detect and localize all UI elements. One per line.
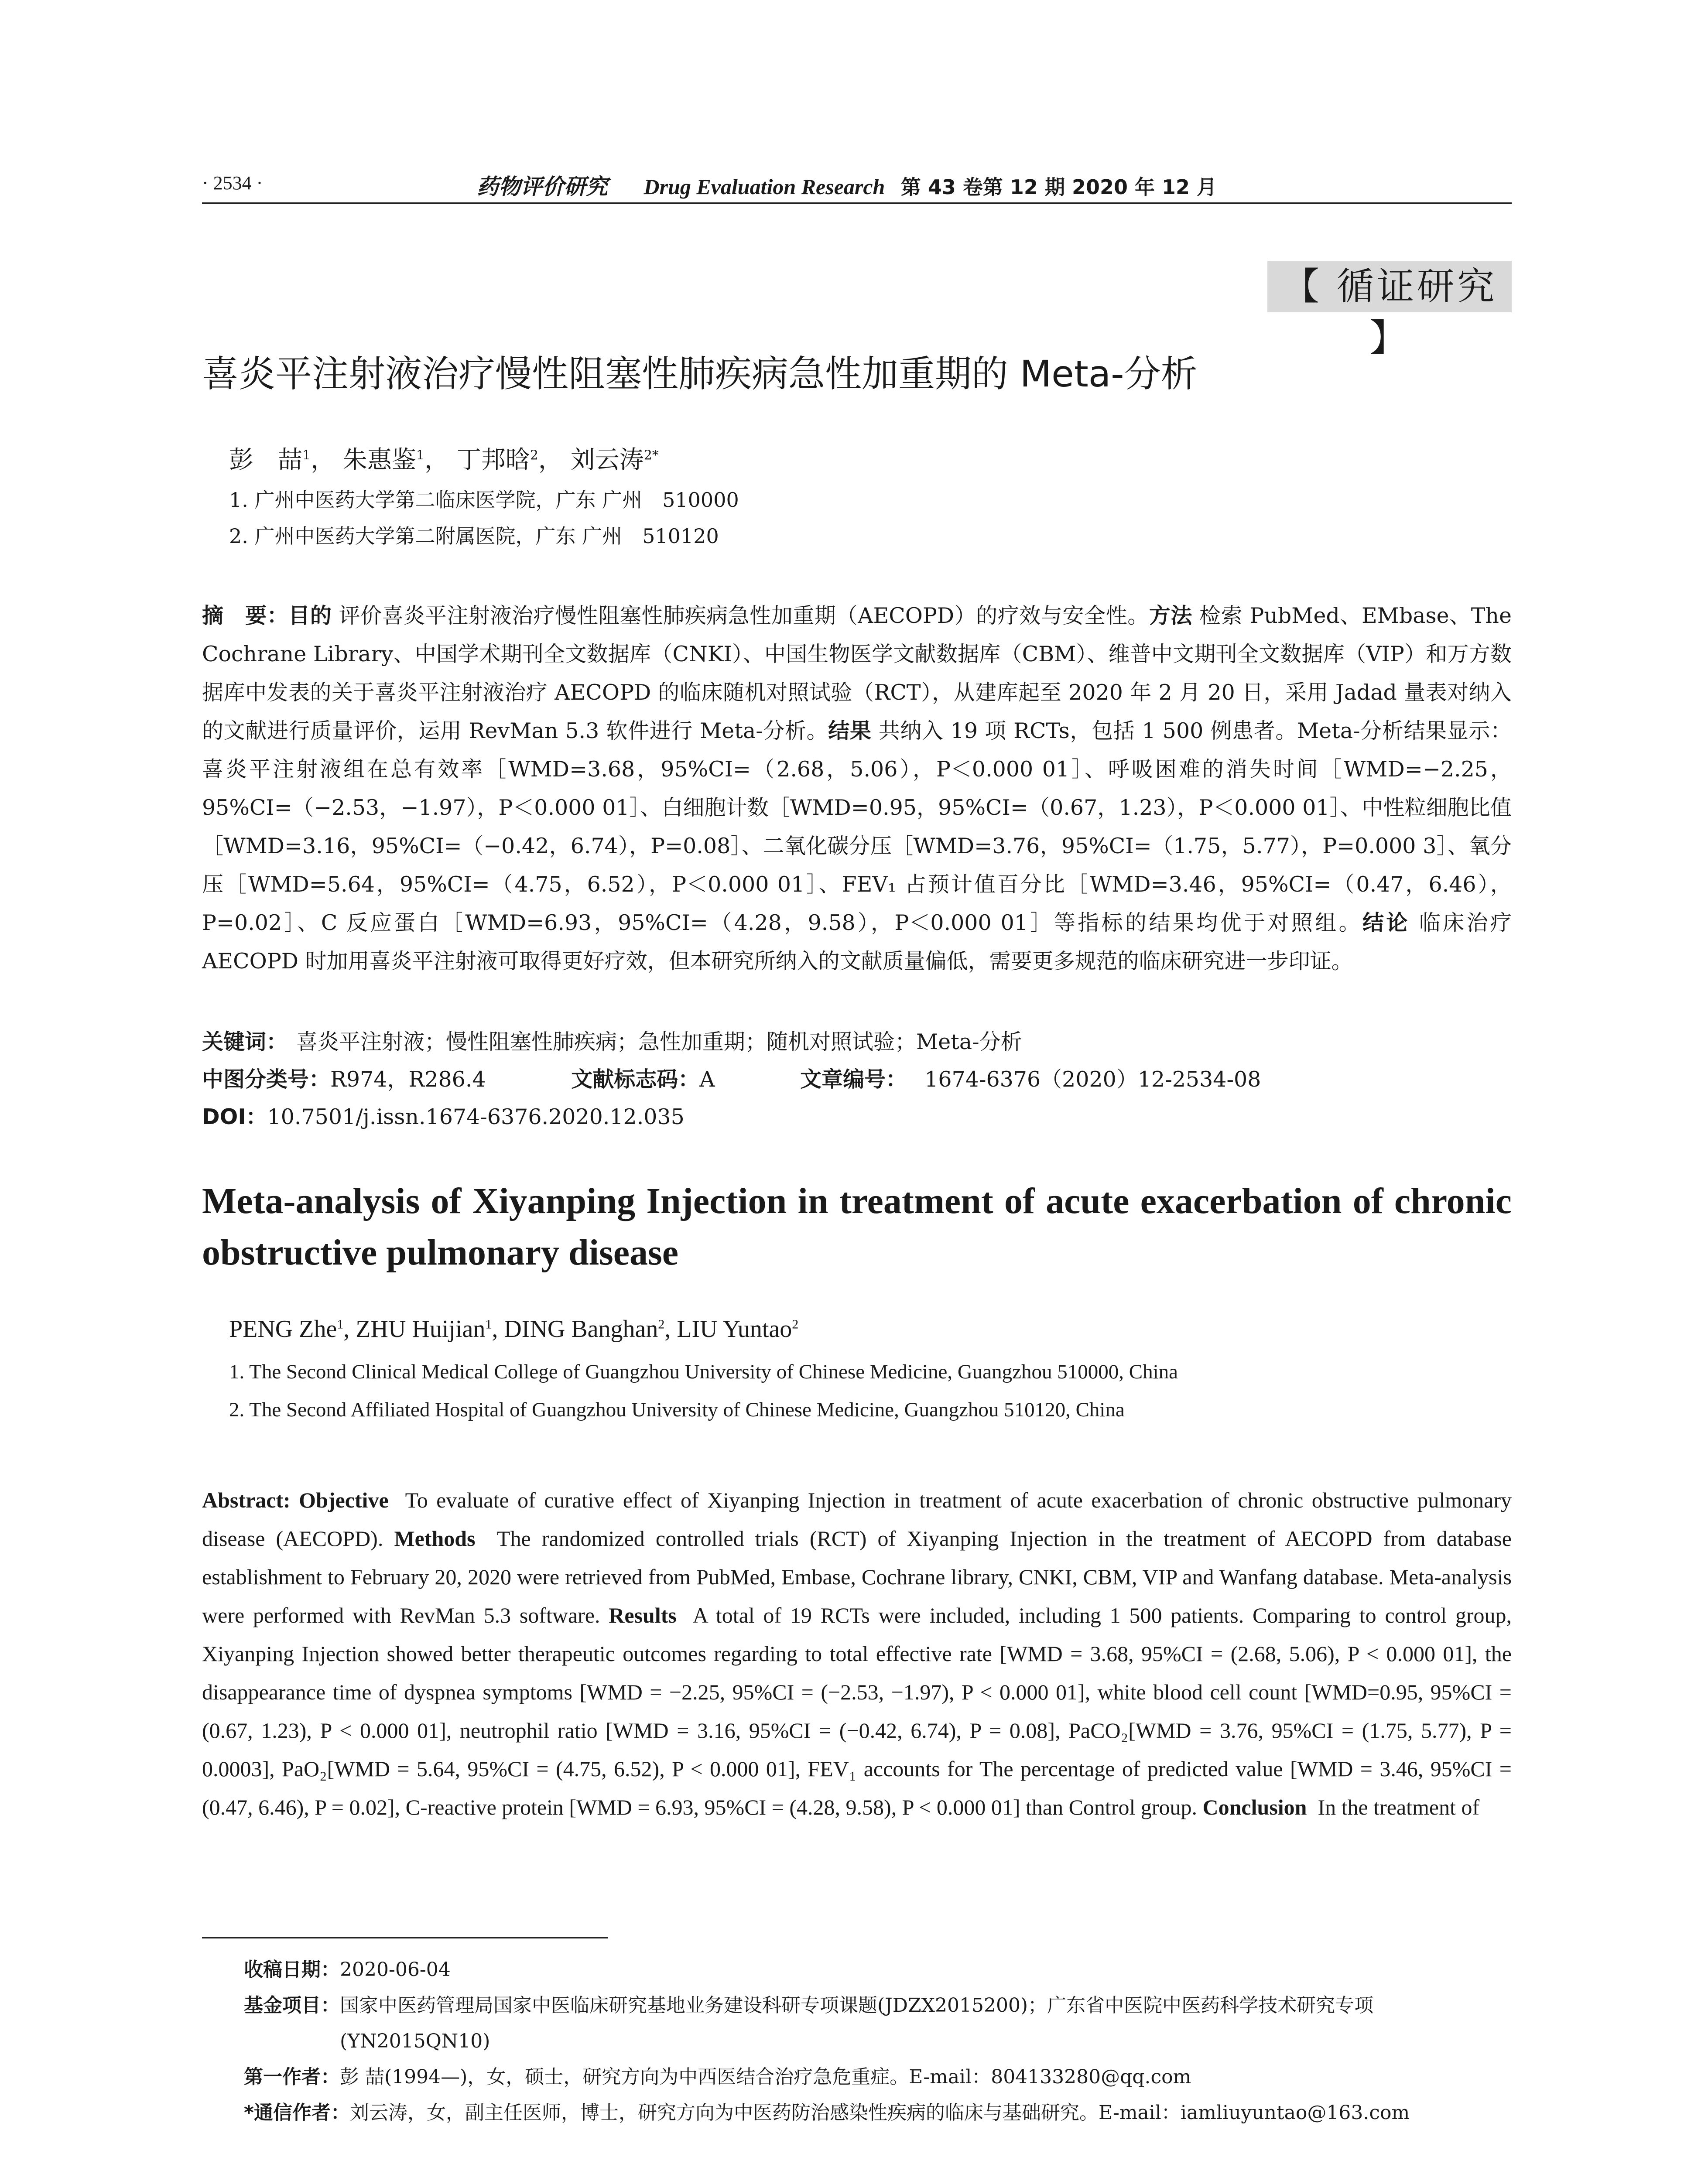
author-name: PENG Zhe (229, 1316, 337, 1343)
doi (202, 1100, 685, 1131)
en-abstract (202, 1481, 1512, 1826)
doi-value: 10.7501/j.issn.1674-6376.2020.12.035 (267, 1104, 685, 1129)
results-label: Results (609, 1603, 677, 1627)
author-separator: , (343, 1316, 356, 1343)
author-affil-mark: 2 (658, 1317, 665, 1332)
results-label: 结果 (828, 718, 872, 743)
author-name: 朱惠鉴 (342, 446, 416, 474)
conclusion-label: 结论 (1362, 910, 1410, 935)
abstract-label: Abstract: (202, 1488, 299, 1512)
conclusion-text: 临床治疗 AECOPD 时加用喜炎平注射液可取得更好疗效，但本研究所纳入的文献质量偏低，需要更多规范的临床研究进一步印证。 (202, 910, 1512, 974)
conclusion-label: Conclusion (1202, 1795, 1307, 1819)
received-date (202, 1952, 1512, 1988)
en-affiliation-1: 1. The Second Clinical Medical College of Guangzhou University of Chinese Medicine, Guangzhou 510000, China (229, 1361, 1178, 1383)
methods-text: 检索 PubMed、EMbase、The Cochrane Library、中国学术期刊全文数据库（CNKI）、中国生物医学文献数据库（CBM）、维普中文期刊全文数据库（VIP）和万方数据库中发表的关于喜炎平注射液治疗 AECOPD 的临床随机对照试验（RCT），从建库起至 2020 年 2 月 20 日，采用 Jadad 量表对纳入的文献进行质量评价，运用 RevMan 5.3 软件进行 Meta-分析。 (202, 603, 1512, 743)
corresponding-value: 刘云涛，女，副主任医师，博士，研究方向为中医药防治感染性疾病的临床与基础研究。E-mail：iamliuyuntao@163.com (350, 2102, 1410, 2124)
keywords (202, 1025, 1022, 1056)
en-affiliation-2: 2. The Second Affiliated Hospital of Guangzhou University of Chinese Medicine, Guangzhou 510120, China (229, 1398, 1125, 1421)
objective-text: To evaluate of curative effect of Xiyanping Injection in treatment of acute exacerbation of chronic obstructive pulmonary disease (AECOPD). (202, 1488, 1512, 1551)
objective-label: 目的 (288, 603, 332, 628)
keywords-label: 关键词： (202, 1029, 288, 1054)
fund (202, 1988, 1512, 2059)
author-name: 彭 喆 (229, 446, 302, 474)
en-authors (229, 1315, 798, 1343)
author-affil-mark: 2 (530, 448, 538, 463)
objective-label: Objective (299, 1488, 389, 1512)
author-name: 丁邦晗 (456, 446, 530, 474)
cn-title: 喜炎平注射液治疗慢性阻塞性肺疾病急性加重期的 Meta-分析 (202, 352, 1198, 395)
results-text: 共纳入 19 项 RCTs，包括 1 500 例患者。Meta-分析结果显示：喜炎平注射液组在总有效率［WMD=3.68，95%CI=（2.68，5.06），P＜0.000 01］、呼吸困难的消失时间［WMD=−2.25，95%CI=（−2.53，−1.97），P＜0.000 01］、白细胞计数［WMD=0.95，95%CI=（0.67，1.23），P＜0.000 01］、中性粒细胞比值［WMD=3.16，95%CI=（−0.42，6.74），P=0.08］、二氧化碳分压［WMD=3.76，95%CI=（1.75，5.77），P=0.000 3］、氧分压［WMD=5.64，95%CI=（4.75，6.52），P＜0.000 01］、FEV₁ 占预计值百分比［WMD=3.46，95%CI=（0.47，6.46），P=0.02］、C 反应蛋白［WMD=6.93，95%CI=（4.28，9.58），P＜0.000 01］等指标的结果均优于对照组。 (202, 718, 1512, 935)
cn-abstract (202, 597, 1512, 981)
received-value: 2020-06-04 (340, 1959, 451, 1981)
author-name: ZHU Huijian (356, 1316, 486, 1343)
received-label: 收稿日期： (244, 1959, 340, 1981)
article-no-label: 文章编号： (800, 1067, 907, 1092)
keywords-text: 喜炎平注射液；慢性阻塞性肺疾病；急性加重期；随机对照试验；Meta-分析 (296, 1029, 1022, 1054)
methods-label: Methods (394, 1526, 476, 1551)
footnote-rule (202, 1937, 608, 1938)
clc-value: R974，R286.4 (330, 1067, 486, 1092)
methods-label: 方法 (1149, 603, 1192, 628)
author-name: 刘云涛 (570, 446, 644, 474)
cn-affiliation-2: 2. 广州中医药大学第二附属医院，广东 广州 510120 (229, 524, 719, 548)
fund-label: 基金项目： (244, 1994, 340, 2017)
classification (202, 1063, 1261, 1093)
cn-affiliation-1: 1. 广州中医药大学第二临床医学院，广东 广州 510000 (229, 488, 739, 512)
abstract-label: 摘 要： (202, 603, 289, 628)
doi-label: DOI： (202, 1104, 267, 1129)
author-separator: , (664, 1316, 677, 1343)
author-affil-mark: 1 (337, 1317, 344, 1332)
author-affil-mark: 1 (302, 448, 311, 463)
author-affil-mark: 2* (643, 448, 659, 463)
results-text: A total of 19 RCTs were included, including 1 500 patients. Comparing to control group, Xiyanping Injection showed better therapeutic outcomes regarding to total effective rate [WMD = 3.68, 95%CI = (2.68, 5.06), P < 0.000 01], the disappearance time of dyspnea symptoms [WMD = −2.25, 95%CI = (−2.53, −1.97), P < 0.000 01], white blood cell count [WMD=0.95, 95%CI = (0.67, 1.23), P < 0.000 01], neutrophil ratio [WMD = 3.16, 95%CI = (−0.42, 6.74), P = 0.08], PaCO₂[WMD = 3.76, 95%CI = (1.75, 5.77), P = 0.0003], PaO₂[WMD = 5.64, 95%CI = (4.75, 6.52), P < 0.000 01], FEV₁ accounts for The percentage of predicted value [WMD = 3.46, 95%CI = (0.47, 6.46), P = 0.02], C-reactive protein [WMD = 6.93, 95%CI = (4.28, 9.58), P < 0.000 01] than Control group. (202, 1603, 1512, 1819)
journal-info (477, 169, 1217, 201)
author-separator: , (492, 1316, 504, 1343)
cn-authors (229, 441, 659, 475)
author-affil-mark: 2 (792, 1317, 799, 1332)
objective-text: 评价喜炎平注射液治疗慢性阻塞性肺疾病急性加重期（AECOPD）的疗效与安全性。 (339, 603, 1149, 628)
author-separator: ， (424, 446, 449, 474)
journal-name-en: Drug Evaluation Research (643, 174, 885, 199)
page-number: · 2534 · (202, 172, 263, 194)
author-affil-mark: 1 (416, 448, 424, 463)
running-header (202, 169, 1512, 204)
corresponding-label: *通信作者： (244, 2102, 350, 2124)
clc-label: 中图分类号： (202, 1067, 331, 1092)
journal-logo-cn: 药物评价研究 (477, 174, 608, 199)
article-no-value: 1674-6376（2020）12-2534-08 (924, 1067, 1261, 1092)
first-author (202, 2059, 1512, 2095)
issue-info: 第 43 卷第 12 期 2020 年 12 月 (900, 175, 1217, 199)
footnotes (202, 1952, 1512, 2131)
author-affil-mark: 1 (485, 1317, 492, 1332)
doc-code-value: A (699, 1067, 715, 1092)
doc-code-label: 文献标志码： (571, 1067, 700, 1092)
en-title: Meta-analysis of Xiyanping Injection in treatment of acute exacerbation of chronic obstructive pulmonary disease (202, 1181, 1512, 1273)
first-author-label: 第一作者： (244, 2066, 340, 2088)
corresponding-author (202, 2095, 1512, 2131)
column-badge: 【 循证研究 】 (1267, 261, 1512, 312)
header-rule (202, 202, 1512, 204)
methods-text: The randomized controlled trials (RCT) of Xiyanping Injection in the treatment of AECOPD from database establishment to February 20, 2020 were retrieved from PubMed, Embase, Cochrane library, CNKI, CBM, VIP and Wanfang database. Meta-analysis were performed with RevMan 5.3 software. (202, 1526, 1512, 1627)
author-name: LIU Yuntao (677, 1316, 792, 1343)
author-separator: ， (538, 446, 563, 474)
author-separator: ， (311, 446, 335, 474)
author-name: DING Banghan (504, 1316, 658, 1343)
first-author-value: 彭 喆(1994—)，女，硕士，研究方向为中西医结合治疗急危重症。E-mail：804133280@qq.com (340, 2066, 1191, 2088)
fund-value: 国家中医药管理局国家中医临床研究基地业务建设科研专项课题(JDZX2015200)；广东省中医院中医药科学技术研究专项(YN2015QN10) (340, 1994, 1374, 2052)
conclusion-text: In the treatment of (1318, 1795, 1480, 1819)
